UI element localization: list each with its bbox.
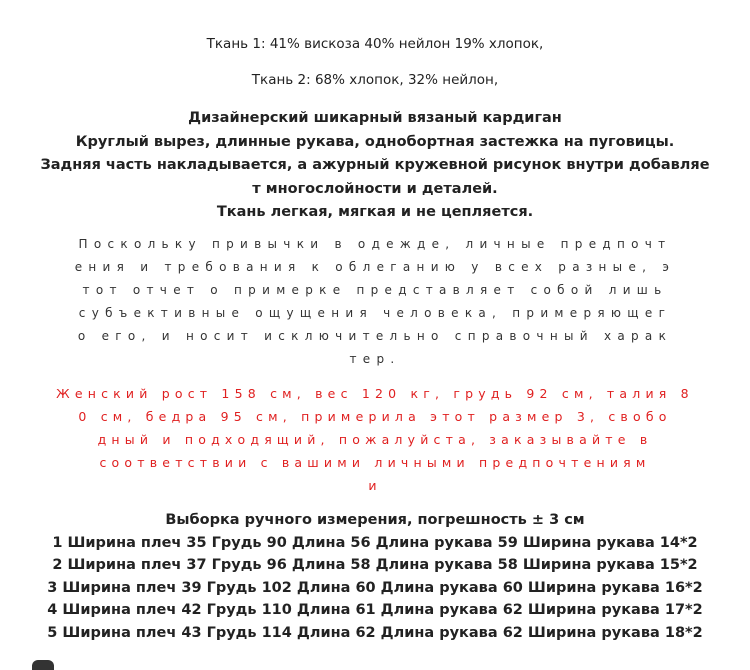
size-row: 1 Ширина плеч 35 Грудь 90 Длина 56 Длина рукава 59 Ширина рукава 14*2: [52, 534, 698, 551]
size-row: 2 Ширина плеч 37 Грудь 96 Длина 58 Длина рукава 58 Ширина рукава 15*2: [52, 557, 698, 574]
description-line: Ткань легкая, мягкая и не цепляется.: [216, 204, 534, 220]
product-description: [0, 107, 750, 225]
model-info-line: и: [368, 478, 382, 493]
disclaimer-line: о его, и носит исключительно справочный харак: [77, 329, 673, 343]
size-chart-title: Выборка ручного измерения, погрешность ± 3 см: [165, 512, 585, 528]
fabric-composition-2: Ткань 2: 68% хлопок, 32% нейлон,: [251, 72, 499, 88]
model-info-line: дный и подходящий, пожалуйста, заказывайте в: [97, 432, 653, 447]
disclaimer-line: Поскольку привычки в одежде, личные предпочт: [78, 237, 672, 251]
size-row: 4 Ширина плеч 42 Грудь 110 Длина 61 Длина рукава 62 Ширина рукава 17*2: [47, 602, 703, 619]
model-info-line: 0 см, бедра 95 см, примерила этот размер 3, свобо: [78, 409, 672, 424]
description-line: т многослойности и деталей.: [252, 180, 498, 197]
description-line: Круглый вырез, длинные рукава, однобортная застежка на пуговицы.: [75, 133, 675, 150]
description-line: Дизайнерский шикарный вязаный кардиган: [188, 110, 562, 126]
model-info-line: Женский рост 158 см, вес 120 кг, грудь 92 см, талия 8: [56, 386, 694, 401]
size-chart: [0, 509, 750, 645]
disclaimer-line: тот отчет о примерке представляет собой лишь: [82, 283, 668, 297]
disclaimer-line: тер.: [349, 352, 401, 366]
size-row: 5 Ширина плеч 43 Грудь 114 Длина 62 Длина рукава 62 Ширина рукава 18*2: [47, 624, 703, 641]
model-fit-info: [0, 382, 750, 497]
cropped-icon: [32, 660, 54, 670]
model-info-line: соответствии с вашими личными предпочтениям: [99, 455, 651, 470]
disclaimer-line: субъективные ощущения человека, примеряющег: [78, 306, 672, 320]
fabric-composition-1: Ткань 1: 41% вискоза 40% нейлон 19% хлопок,: [206, 36, 544, 52]
fit-disclaimer: [0, 233, 750, 371]
size-row: 3 Ширина плеч 39 Грудь 102 Длина 60 Длина рукава 60 Ширина рукава 16*2: [47, 579, 703, 596]
disclaimer-line: ения и требования к облеганию у всех разные, э: [74, 260, 676, 274]
description-line: Задняя часть накладывается, а ажурный кружевной рисунок внутри добавляе: [40, 157, 710, 173]
